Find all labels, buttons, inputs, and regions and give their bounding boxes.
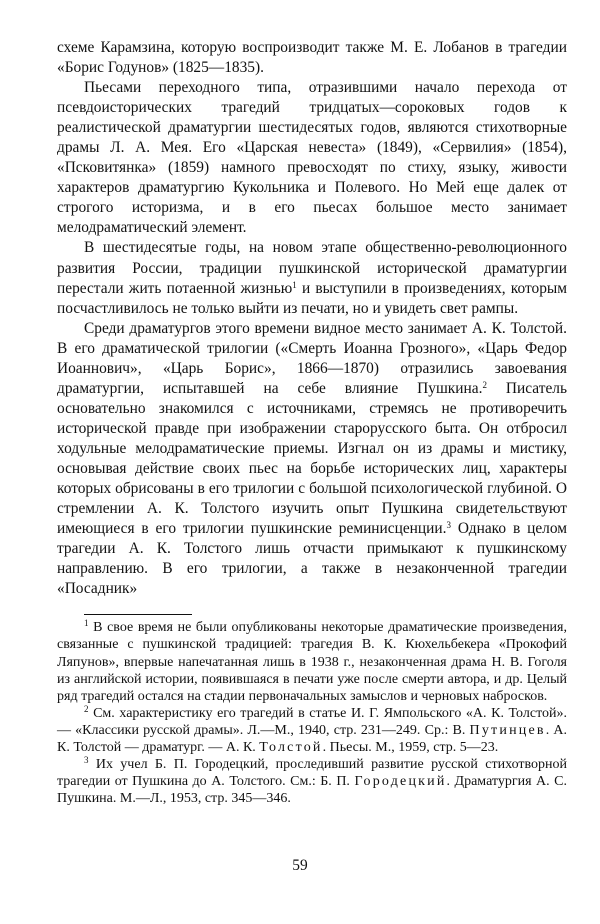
paragraph-4-text-b: Писатель основательно знакомился с источниками, стремясь не противоречить исторической правде при изображении старорусского быта. Он отбросил ходульные мелодраматические приемы. Изгнал он из драмы и мистику, основывая действие своих пьес на борьбе исторических лиц, характеры которых обрисованы в его трилогии с большой психологической глубиной. О стремлении А. К. Толстого изучить опыт Пушкина свидетельствуют имеющиеся в его трилогии пушкинские реминисценции. xyxy=(57,379,567,538)
main-text xyxy=(57,38,567,599)
footnote-2-author-1: Путинцев xyxy=(469,722,546,738)
footnote-3-text-a: Их учел Б. П. Городецкий, проследивший развитие русской стихотворной трагедии от Пушкина до А. Толстого. См.: Б. П. xyxy=(57,757,567,790)
footnote-2-text-a: См. характеристику его трагедий в статье И. Г. Ямпольского «А. К. Толстой». — «Классики русской драмы». Л.—М., 1940, стр. 231—249. Ср.: В. xyxy=(57,705,567,738)
paragraph-1 xyxy=(57,38,567,78)
footnote-1-mark: 1 xyxy=(84,618,89,629)
footnote-divider xyxy=(84,614,192,615)
page-content xyxy=(57,38,567,807)
paragraph-4 xyxy=(57,319,567,600)
footnote-ref-3: 3 xyxy=(446,520,451,531)
paragraph-1-text: схеме Карамзина, которую воспроизводит также М. Е. Лобанов в трагедии «Борис Годунов» (1825—1835). xyxy=(57,39,567,77)
footnote-2-author-2: Толстой xyxy=(259,739,323,755)
footnote-2-mark: 2 xyxy=(84,703,89,714)
paragraph-3-text-a: В шестидесятые годы, на новом этапе общественно-революционного развития России, традиции пушкинской исторической драматургии перестали жить потаенной жизнью xyxy=(57,239,567,297)
footnote-1 xyxy=(57,619,567,704)
page-number: 59 xyxy=(292,857,308,874)
footnote-3-text-b: . Драматургия А. С. Пушкина. М.—Л., 1953, стр. 345—346. xyxy=(57,774,568,807)
footnote-2-text-c: . Пьесы. М., 1959, стр. 5—23. xyxy=(322,739,499,755)
paragraph-2 xyxy=(57,78,567,238)
footnote-2 xyxy=(57,705,567,756)
footnote-2-text-b: . А. К. Толстой — драматург. — А. К. xyxy=(57,722,567,755)
footnote-ref-1: 1 xyxy=(292,279,297,290)
footnote-ref-2: 2 xyxy=(482,379,487,390)
paragraph-3 xyxy=(57,238,567,318)
footnote-3-mark: 3 xyxy=(84,755,89,766)
footnotes xyxy=(57,619,567,807)
paragraph-4-text-c: Однако в целом трагедии А. К. Толстого лишь отчасти примыкают к пушкинскому направлению. В его трилогии, а также в незаконченной трагедии «Посадник» xyxy=(57,520,567,598)
footnote-3-author: Городецкий xyxy=(354,774,447,790)
paragraph-2-text: Пьесами переходного типа, отразившими начало перехода от псевдоисторических трагедий тридцатых—сороковых годов к реалистической драматургии шестидесятых годов, являются стихотворные драмы Л. А. Мея. Его «Царская невеста» (1849), «Сервилия» (1854), «Псковитянка» (1859) намного превосходят по стиху, языку, живости характеров драматургию Кукольника и Полевого. Но Мей еще далек от строгого историзма, и в его пьесах большое место занимает мелодраматический элемент. xyxy=(57,79,567,237)
footnote-1-text: В свое время не были опубликованы некоторые драматические произведения, связанные с пушкинской традицией: трагедия В. К. Кюхельбекера «Прокофий Ляпунов», впервые напечатанная лишь в 1938 г., незаконченная драма Н. В. Гоголя из английской истории, появившаяся в печати уже после смерти автора, и др. Целый ряд трагедий остался на стадии первоначальных замыслов и черновых набросков. xyxy=(57,620,567,704)
footnote-3 xyxy=(57,756,567,807)
paragraph-4-text-a: Среди драматургов этого времени видное место занимает А. К. Толстой. В его драматической трилогии («Смерть Иоанна Грозного», «Царь Федор Иоаннович», «Царь Борис», 1866—1870) отразились завоевания драматургии, испытавшей на себе влияние Пушкина. xyxy=(57,319,567,397)
paragraph-3-text-b: и выступили в произведениях, которым посчастливилось не только выйти из печати, но и увидеть свет рампы. xyxy=(57,279,567,317)
